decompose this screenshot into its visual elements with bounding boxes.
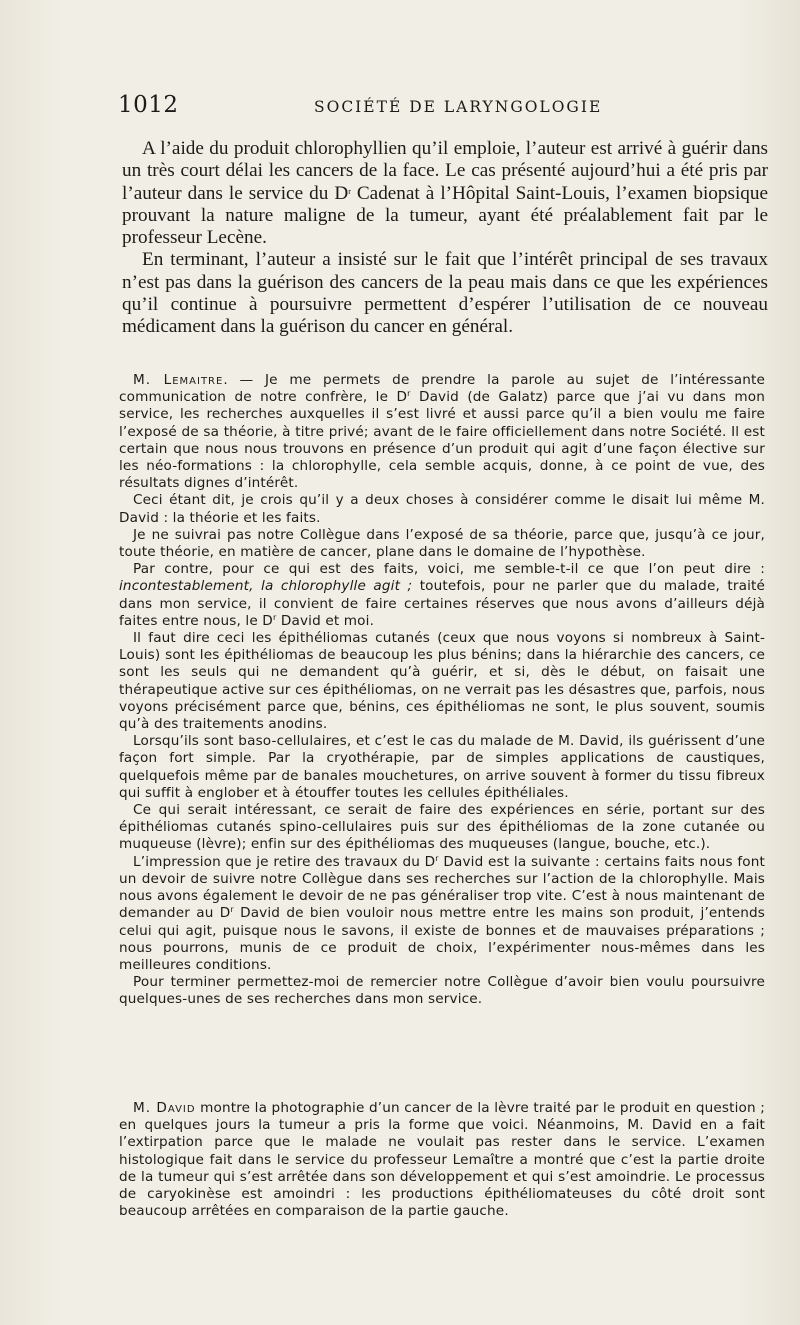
page-header xyxy=(118,92,758,124)
paragraph: En terminant, l’auteur a insisté sur le fait que l’intérêt principal de ses travaux n’est pas dans la guérison des cancers de la peau mais dans ce que les expériences qu’il continue à poursuivre permettent d’espérer l’utilisation de ce nouveau médicament dans la guérison du cancer en général. xyxy=(122,249,768,338)
paragraph: L’impression que je retire des travaux du $D^r$ David est la suivante : certains faits nous font un devoir de suivre notre Collègue dans ses recherches sur l’action de la chlorophylle. Mais nous avons également le devoir de ne pas généraliser trop vite. C’est à nous maintenant de demander au $D^r$ David de bien vouloir nous mettre entre les mains son produit, j’entends celui qui agit, puisque nous le savons, il existe de bonnes et de mauvaises préparations ; nous pourrons, munis de ce produit de choix, l’expérimenter nous-mêmes dans les meilleures conditions. xyxy=(119,853,765,973)
speaker-name: M. David xyxy=(133,1100,196,1116)
page-number: 1012 xyxy=(118,92,179,118)
paragraph: Ceci étant dit, je crois qu’il y a deux choses à considérer comme le disait lui même M. David : la théorie et les faits. xyxy=(119,492,765,526)
speaker-name: M. Lemaitre xyxy=(133,372,224,388)
paragraph: M. Lemaitre. — Je me permets de prendre la parole au sujet de l’intéressante communication de notre confrère, le $D^r$ David (de Galatz) parce que j’ai vu dans mon service, les recherches auxquelles il s’est livré et aussi parce qu’il a bien voulu me faire l’exposé de sa théorie, à titre privé; avant de le faire officiellement dans notre Société. Il est certain que nous nous trouvons en présence d’un produit qui agit d’une façon élective sur les néo-formations : la chlorophylle, cela semble acquis, donne, à ce point de vue, des résultats dignes d’intérêt. xyxy=(119,372,766,492)
david-reply xyxy=(119,1100,765,1220)
intro-text xyxy=(122,138,768,339)
paragraph: A l’aide du produit chlorophyllien qu’il emploie, l’auteur est arrivé à guérir dans un très court délai les cancers de la face. Le cas présenté aujourd’hui a été pris par l’auteur dans le service du $D^r$ Cadenat à l’Hôpital Saint-Louis, l’examen biopsique prouvant la nature maligne de la tumeur, ayant été préalablement fait par le professeur Lecène. xyxy=(122,138,768,249)
paragraph: Je ne suivrai pas notre Collègue dans l’exposé de sa théorie, parce que, jusqu’à ce jour, toute théorie, en matière de cancer, plane dans le domaine de l’hypothèse. xyxy=(119,526,765,561)
paragraph: M. David montre la photographie d’un cancer de la lèvre traité par le produit en question ; en quelques jours la tumeur a pris la forme que voici. Néanmoins, M. David en a fait l’extirpation parce que le malade ne voulait pas rester dans le service. L’examen histologique fait dans le service du professeur Lemaître a montré que c’est la partie droite de la tumeur qui s’est arrêtée dans son développement et qui s’est amoindrie. Le processus de caryokinèse est amoindri : les productions épithéliomateuses du côté droit sont beaucoup arrêtées en comparaison de la partie gauche. xyxy=(119,1100,766,1220)
paragraph: Pour terminer permettez-moi de remercier notre Collègue d’avoir bien voulu poursuivre quelques-unes de ses recherches dans mon service. xyxy=(119,974,765,1008)
paragraph: Il faut dire ceci les épithéliomas cutanés (ceux que nous voyons si nombreux à Saint-Louis) sont les épithéliomas de beaucoup les plus bénins; dans la hiérarchie des cancers, ce sont les seuls qui ne demandent qu’à guérir, et si, dès le début, on faisait une thérapeutique active sur ces épithéliomas, on ne verrait pas les désastres que, parfois, nous voyons précisément parce que, bénins, ces épithéliomas ne sont, le plus souvent, soumis qu’à des traitements anodins. xyxy=(119,630,765,733)
running-head: SOCIÉTÉ DE LARYNGOLOGIE xyxy=(314,98,603,116)
paragraph: Par contre, pour ce qui est des faits, voici, me semble-t-il ce que l’on peut dire : incontestablement, la chlorophylle agit ; toutefois, pour ne parler que du malade, traité dans mon service, il convient de faire certaines réserves que nous avons d’ailleurs déjà faites entre nous, le $D^r$ David et moi. xyxy=(119,561,765,629)
lemaitre-discussion xyxy=(119,372,765,1009)
paragraph: Lorsqu’ils sont baso-cellulaires, et c’est le cas du malade de M. David, ils guérissent d’une façon fort simple. Par la cryothérapie, par de simples applications de caustiques, quelquefois même par de banales mouchetures, on arrive souvent à former du tissu fibreux qui suffit à englober et à étouffer toutes les cellules épithéliales. xyxy=(119,733,765,801)
paragraph: Ce qui serait intéressant, ce serait de faire des expériences en série, portant sur des épithéliomas cutanés spino-cellulaires puis sur des épithéliomas de la zone cutanée ou muqueuse (lèvre); enfin sur des épithéliomas des muqueuses (langue, bouche, etc.). xyxy=(119,802,765,853)
